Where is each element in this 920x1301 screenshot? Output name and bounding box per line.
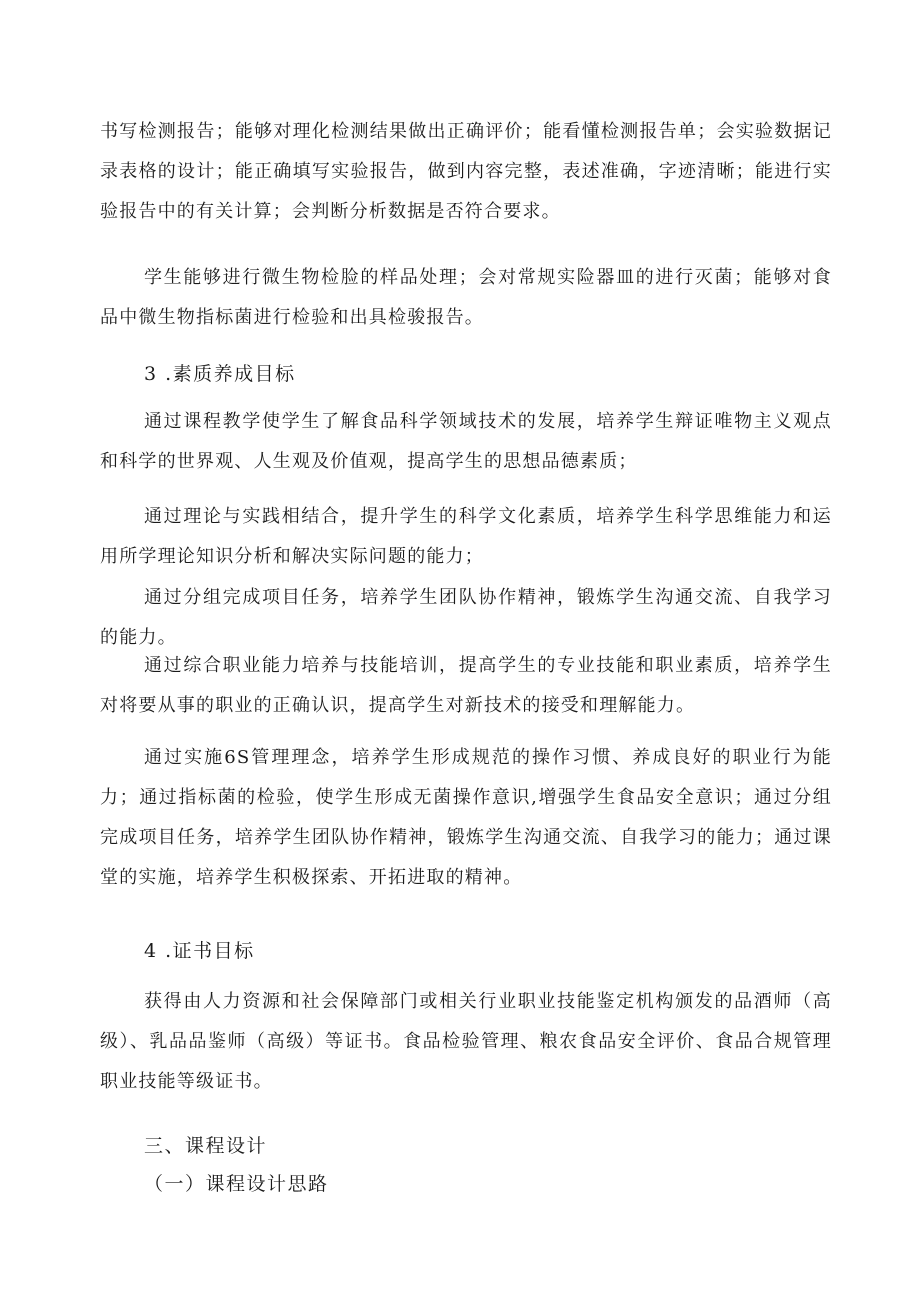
heading-course-design-ideas: （一）课程设计思路 [144, 1173, 329, 1195]
paragraph-quality-2: 通过理论与实践相结合，提升学生的科学文化素质，培养学生科学思维能力和运用所学理论知识分析和解决实际问题的能力； [100, 506, 832, 567]
heading-certificate-goals: 4 .证书目标 [144, 940, 255, 962]
paragraph-certificates: 获得由人力资源和社会保障部门或相关行业职业技能鉴定机构颁发的品酒师（高级）、乳品品鉴师（高级）等证书。食品检验管理、粮农食品安全评价、食品合规管理职业技能等级证书。 [100, 991, 832, 1092]
heading-course-design: 三、课程设计 [144, 1135, 268, 1157]
paragraph-quality-1: 通过课程教学使学生了解食品科学领域技术的发展，培养学生辩证唯物主义观点和科学的世界观、人生观及价值观，提高学生的思想品德素质； [100, 411, 832, 472]
paragraph-microbiology-skills: 学生能够进行微生物检脸的样品处理；会对常规实险器皿的进行灭菌；能够对食品中微生物指标菌进行检验和出具检骏报告。 [100, 267, 832, 328]
paragraph-quality-4: 通过综合职业能力培养与技能培训，提高学生的专业技能和职业素质，培养学生对将要从事的职业的正确认识，提高学生对新技术的接受和理解能力。 [100, 655, 832, 716]
paragraph-quality-3: 通过分组完成项目任务，培养学生团队协作精神，锻炼学生沟通交流、自我学习的能力。 [100, 587, 832, 648]
paragraph-quality-5: 通过实施6S管理理念，培养学生形成规范的操作习惯、养成良好的职业行为能力；通过指标菌的检验，使学生形成无菌操作意识,增强学生食品安全意识；通过分组完成项目任务，培养学生团队协作精神，锻炼学生沟通交流、自我学习的能力；通过课堂的实施，培养学生积极探索、开拓进取的精神。 [100, 747, 832, 888]
heading-quality-goals: 3 .素质养成目标 [144, 363, 296, 385]
paragraph-report-skills: 书写检测报告；能够对理化检测结果做出正确评价；能看懂检测报告单；会实验数据记录表格的设计；能正确填写实验报告，做到内容完整，表述准确，字迹清晰；能进行实验报告中的有关计算；会判断分析数据是否符合要求。 [100, 121, 832, 222]
